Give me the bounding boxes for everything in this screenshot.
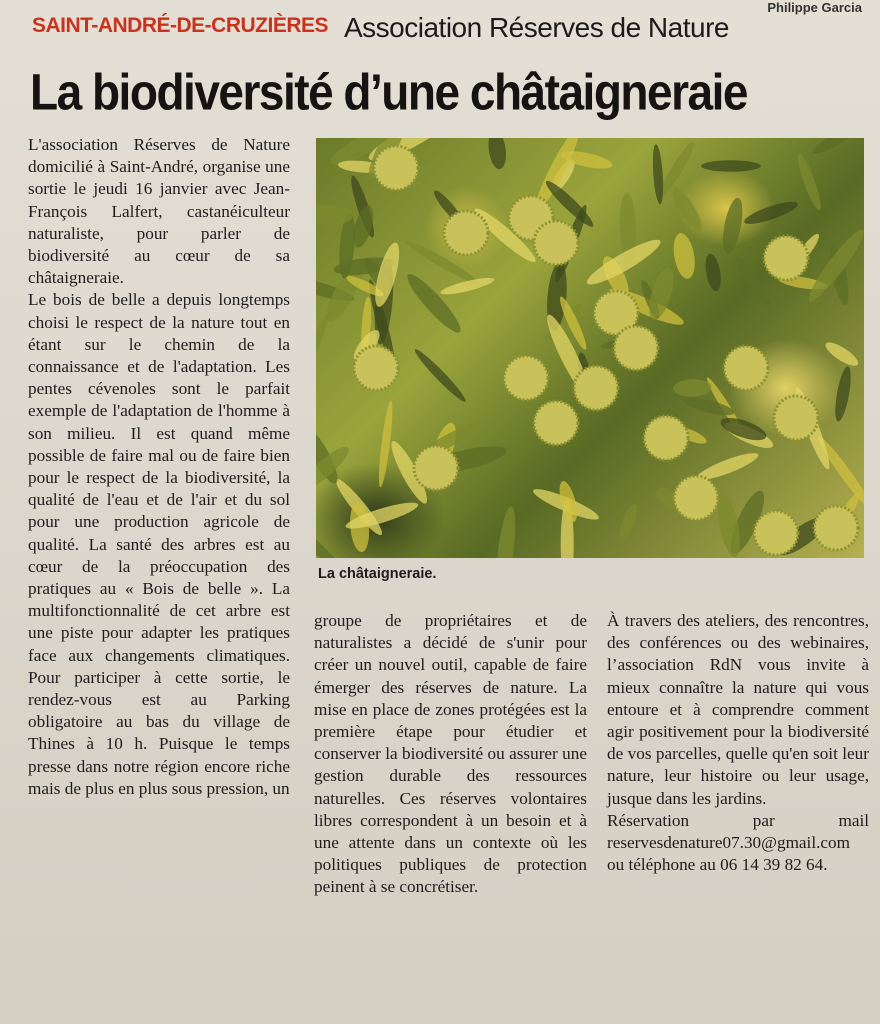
chestnut-burr: [444, 211, 488, 255]
chestnut-tree-photo: [316, 138, 864, 558]
leaf-shape: [810, 138, 863, 158]
leaf-shape: [668, 185, 706, 233]
chestnut-burr: [374, 146, 418, 190]
leaf-shape: [742, 198, 800, 229]
paragraph: groupe de propriétaires et de naturalistes a décidé de s'unir pour créer un nouvel outil, capable de faire émerger des réserves de nature. La mise en place de zones protégées est la première étape pour étudier et conserver la biodiversité ou assurer une gestion durable des ressources naturelles. Ces réserves volontaires libres correspondent à un besoin et à une attente dans un contexte où les politiques publiques de protection peinent à se concrétiser.: [314, 611, 587, 897]
leaf-shape: [493, 505, 519, 558]
chestnut-burrs-illustration: [316, 138, 864, 558]
paragraph: Le bois de belle a depuis longtemps choisi le respect de la nature tout en étant sur le chemin de la connaissance et de l'adaptation. Les pentes cévenoles sont le parfait exemple de l'adaptation de l'homme à son milieu. Il est quand même possible de faire mal ou de faire bien pour le respect de la biodiversité, la qualité de l'eau et de l'air et du sol pour une production agricole de qualité. La santé des arbres est au cœur de la préoccupation des pratiques au « Bois de belle ». La multifonctionnalité de cet arbre est une piste pour adapter les pratiques face aux changements climatiques. Pour participer à cette sortie, le rendez-vous est au Parking obligatoire au bas du village de Thines à 10 h. Puisque le temps presse dans notre région encore riche mais de plus en plus sous pression, un: [28, 290, 290, 798]
chestnut-burr: [534, 221, 578, 265]
chestnut-burr: [534, 401, 578, 445]
leaf-shape: [673, 379, 712, 398]
article-column-3: [607, 610, 869, 876]
chestnut-burr: [814, 506, 858, 550]
article-column-2: [314, 610, 587, 899]
paragraph: L'association Réserves de Nature domicilié à Saint-André, organise une sortie le jeudi 16 janvier avec Jean-François Lalfert, castanéiculteur naturaliste, pour parler de biodiversité au cœur de sa châtaigneraie.: [28, 135, 290, 288]
chestnut-burr: [574, 366, 618, 410]
leaf-shape: [832, 365, 854, 422]
association-heading: Association Réserves de Nature: [344, 12, 729, 43]
leaf-shape: [719, 196, 746, 255]
chestnut-burr: [504, 356, 548, 400]
chestnut-burr: [414, 446, 458, 490]
location-kicker: SAINT-ANDRÉ-DE-CRUZIÈRES: [32, 14, 329, 37]
leaf-shape: [703, 253, 723, 293]
chestnut-burr: [754, 511, 798, 555]
chestnut-burr: [774, 396, 818, 440]
article-column-1: [28, 134, 290, 800]
leaf-shape: [402, 269, 466, 338]
chestnut-burr: [614, 326, 658, 370]
leaf-shape: [412, 346, 469, 405]
paragraph: Réservation par mail reservesdenature07.30@gmail.com ou téléphone au 06 14 39 82 64.: [607, 810, 869, 875]
leaf-shape: [616, 502, 640, 541]
chestnut-burr: [764, 236, 808, 280]
leaf-shape: [651, 144, 665, 205]
leaf-shape: [701, 160, 761, 171]
chestnut-burr: [724, 346, 768, 390]
byline: Philippe Garcia: [767, 0, 862, 15]
paragraph: À travers des ateliers, des rencontres, des conférences ou des webinaires, l’association RdN vous invite à mieux connaître la nature qui vous entoure et à comprendre comment agir positivement pour la biodiversité de vos parcelles, quelle qu'en soit leur nature, leur histoire ou leur usage, jusque dans les jardins.: [607, 611, 869, 808]
photo-caption: La châtaigneraie.: [318, 566, 437, 582]
article-headline: La biodiversité d’une châtaigneraie: [30, 63, 747, 121]
chestnut-burr: [674, 476, 718, 520]
leaf-shape: [794, 152, 825, 212]
leaf-shape: [316, 520, 349, 558]
chestnut-burr: [644, 416, 688, 460]
chestnut-burr: [354, 346, 398, 390]
leaf-shape: [486, 138, 508, 170]
leaf-shape: [670, 231, 698, 280]
leaf-shape: [822, 338, 861, 369]
